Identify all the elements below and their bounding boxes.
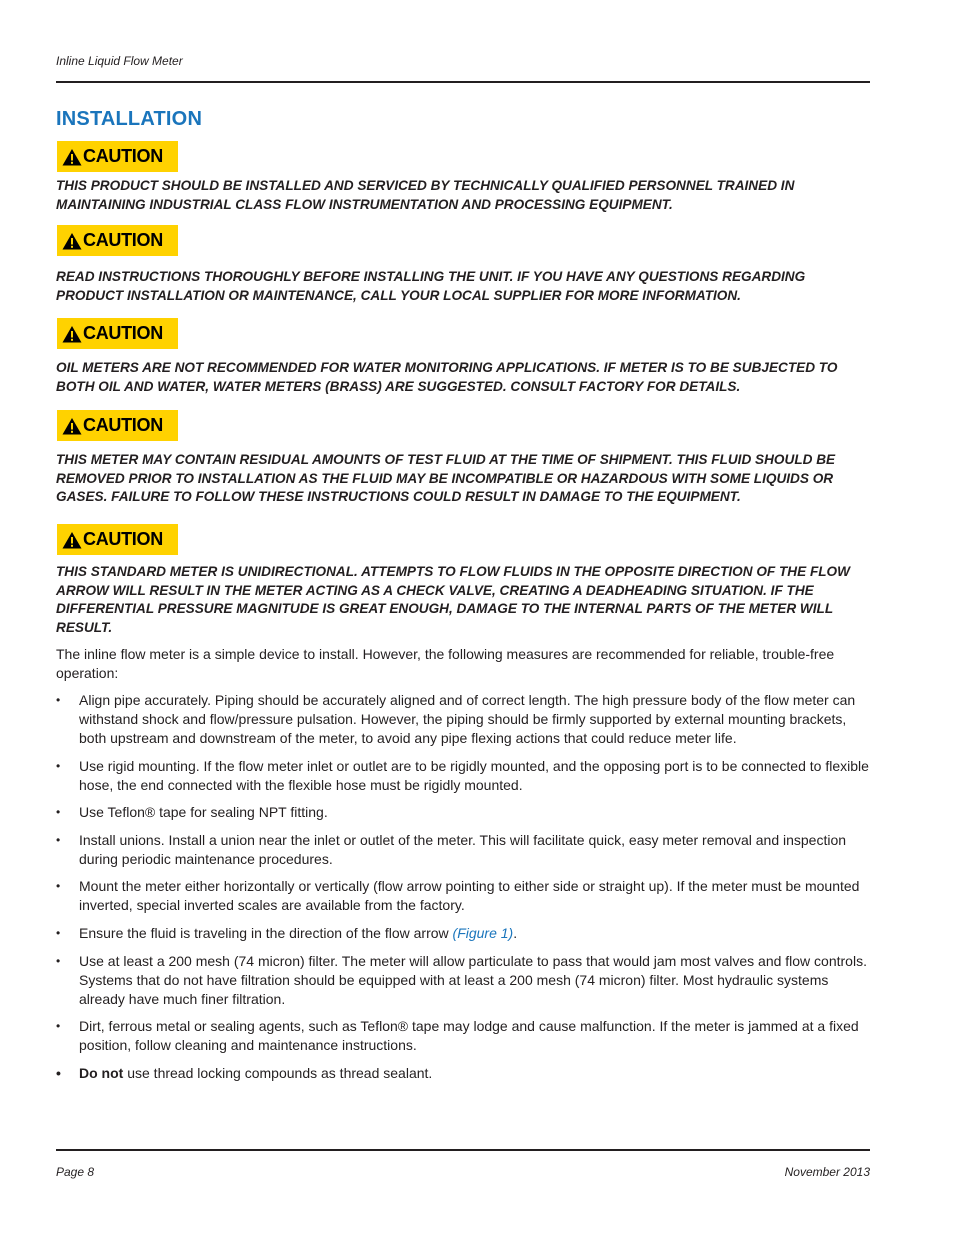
list-item: • Align pipe accurately. Piping should be accurately aligned and of correct length. The high pressure body of the flow meter can withstand shock and flow/pressure pulsation. However, the piping should be firmly supported by external mounting brackets, both upstream and downstream of the meter, to avoid any pipe flexing actions that could reduce meter life. <box>56 692 856 746</box>
caution-text: OIL METERS ARE NOT RECOMMENDED FOR WATER MONITORING APPLICATIONS. IF METER IS TO BE SUBJECTED TO BOTH OIL AND WATER, WATER METERS (BRASS) ARE SUGGESTED. CONSULT FACTORY FOR DETAILS. <box>56 360 838 394</box>
do-not-emphasis: Do not <box>79 1064 124 1081</box>
page-number: Page 8 <box>56 1165 95 1179</box>
installation-measures-list <box>56 691 871 1091</box>
figure-1-link[interactable]: (Figure 1) <box>452 924 514 941</box>
list-item: • Mount the meter either horizontally or vertically (flow arrow pointing to either side or straight up). If the meter must be mounted inverted, special inverted scales are available from the factory. <box>56 878 860 914</box>
caution-badge <box>57 524 178 555</box>
section-title: INSTALLATION <box>56 108 203 130</box>
list-item: • Dirt, ferrous metal or sealing agents, such as Teflon® tape may lodge and cause malfunction. If the meter is jammed at a fixed position, follow cleaning and maintenance instructions. <box>56 1018 859 1054</box>
warning-triangle-icon <box>62 417 82 435</box>
caution-badge <box>57 410 178 441</box>
caution-label: CAUTION <box>83 415 163 435</box>
list-item: • Ensure the fluid is traveling in the direction of the flow arrow (Figure 1). <box>56 924 518 941</box>
bullet-icon: • <box>56 879 61 894</box>
header-rule <box>56 81 870 83</box>
caution-badge <box>57 141 178 172</box>
list-item: • Do not use thread locking compounds as thread sealant. <box>56 1064 433 1081</box>
warning-triangle-icon <box>62 531 82 549</box>
bullet-icon: • <box>56 1019 61 1034</box>
bullet-icon: • <box>56 953 61 968</box>
publication-date: November 2013 <box>784 1165 870 1179</box>
caution-badge <box>57 225 178 256</box>
caution-text: READ INSTRUCTIONS THOROUGHLY BEFORE INSTALLING THE UNIT. IF YOU HAVE ANY QUESTIONS REGARDING PRODUCT INSTALLATION OR MAINTENANCE, CALL YOUR LOCAL SUPPLIER FOR MORE INFORMATION. <box>56 269 806 303</box>
bullet-icon: • <box>56 1064 61 1081</box>
bullet-icon: • <box>56 693 61 707</box>
caution-text: THIS METER MAY CONTAIN RESIDUAL AMOUNTS OF TEST FLUID AT THE TIME OF SHIPMENT. THIS FLUID SHOULD BE REMOVED PRIOR TO INSTALLATION AS THE FLUID MAY BE INCOMPATIBLE OR HAZARDOUS WITH SOME LIQUIDS OR GASES. FAILURE TO FOLLOW THESE INSTRUCTIONS COULD RESULT IN DAMAGE TO THE EQUIPMENT. <box>56 452 836 505</box>
intro-paragraph: The inline flow meter is a simple device to install. However, the following measures are recommended for reliable, trouble-free operation: <box>56 646 835 681</box>
bullet-icon: • <box>56 758 61 773</box>
caution-badge <box>57 318 178 349</box>
caution-text: THIS STANDARD METER IS UNIDIRECTIONAL. ATTEMPTS TO FLOW FLUIDS IN THE OPPOSITE DIRECTION OF THE FLOW ARROW WILL RESULT IN THE METER ACTING AS A CHECK VALVE, CREATING A DEADHEADING SITUATION. IF THE DIFFERENTIAL PRESSURE MAGNITUDE IS GREAT ENOUGH, DAMAGE TO THE INTERNAL PARTS OF THE METER WILL RESULT. <box>56 564 850 635</box>
caution-label: CAUTION <box>83 230 163 250</box>
list-item: • Use at least a 200 mesh (74 micron) filter. The meter will allow particulate to pass that would jam most valves and flow controls. Systems that do not have filtration should be equipped with at least a 200 mesh (74 micron) filter. Most hydraulic systems already have much finer filtration. <box>56 952 867 1007</box>
caution-label: CAUTION <box>83 323 163 343</box>
caution-label: CAUTION <box>83 529 163 549</box>
running-header: Inline Liquid Flow Meter <box>56 54 183 68</box>
caution-label: CAUTION <box>83 146 163 166</box>
warning-triangle-icon <box>62 148 82 166</box>
warning-triangle-icon <box>62 232 82 250</box>
list-item: • Install unions. Install a union near the inlet or outlet of the meter. This will facilitate quick, easy meter removal and inspection during periodic maintenance procedures. <box>56 831 847 867</box>
caution-text: THIS PRODUCT SHOULD BE INSTALLED AND SERVICED BY TECHNICALLY QUALIFIED PERSONNEL TRAINED IN MAINTAINING INDUSTRIAL CLASS FLOW INSTRUMENTATION AND PROCESSING EQUIPMENT. <box>56 178 795 212</box>
bullet-icon: • <box>56 805 61 820</box>
list-item: • Use Teflon® tape for sealing NPT fitting. <box>56 804 328 821</box>
footer-rule <box>56 1149 870 1151</box>
bullet-icon: • <box>56 832 61 847</box>
warning-triangle-icon <box>62 325 82 343</box>
list-item: • Use rigid mounting. If the flow meter inlet or outlet are to be rigidly mounted, and the opposing port is to be connected to flexible hose, the end connected with the flexible hose must be rigidly mounted. <box>56 757 869 793</box>
bullet-icon: • <box>56 925 61 940</box>
